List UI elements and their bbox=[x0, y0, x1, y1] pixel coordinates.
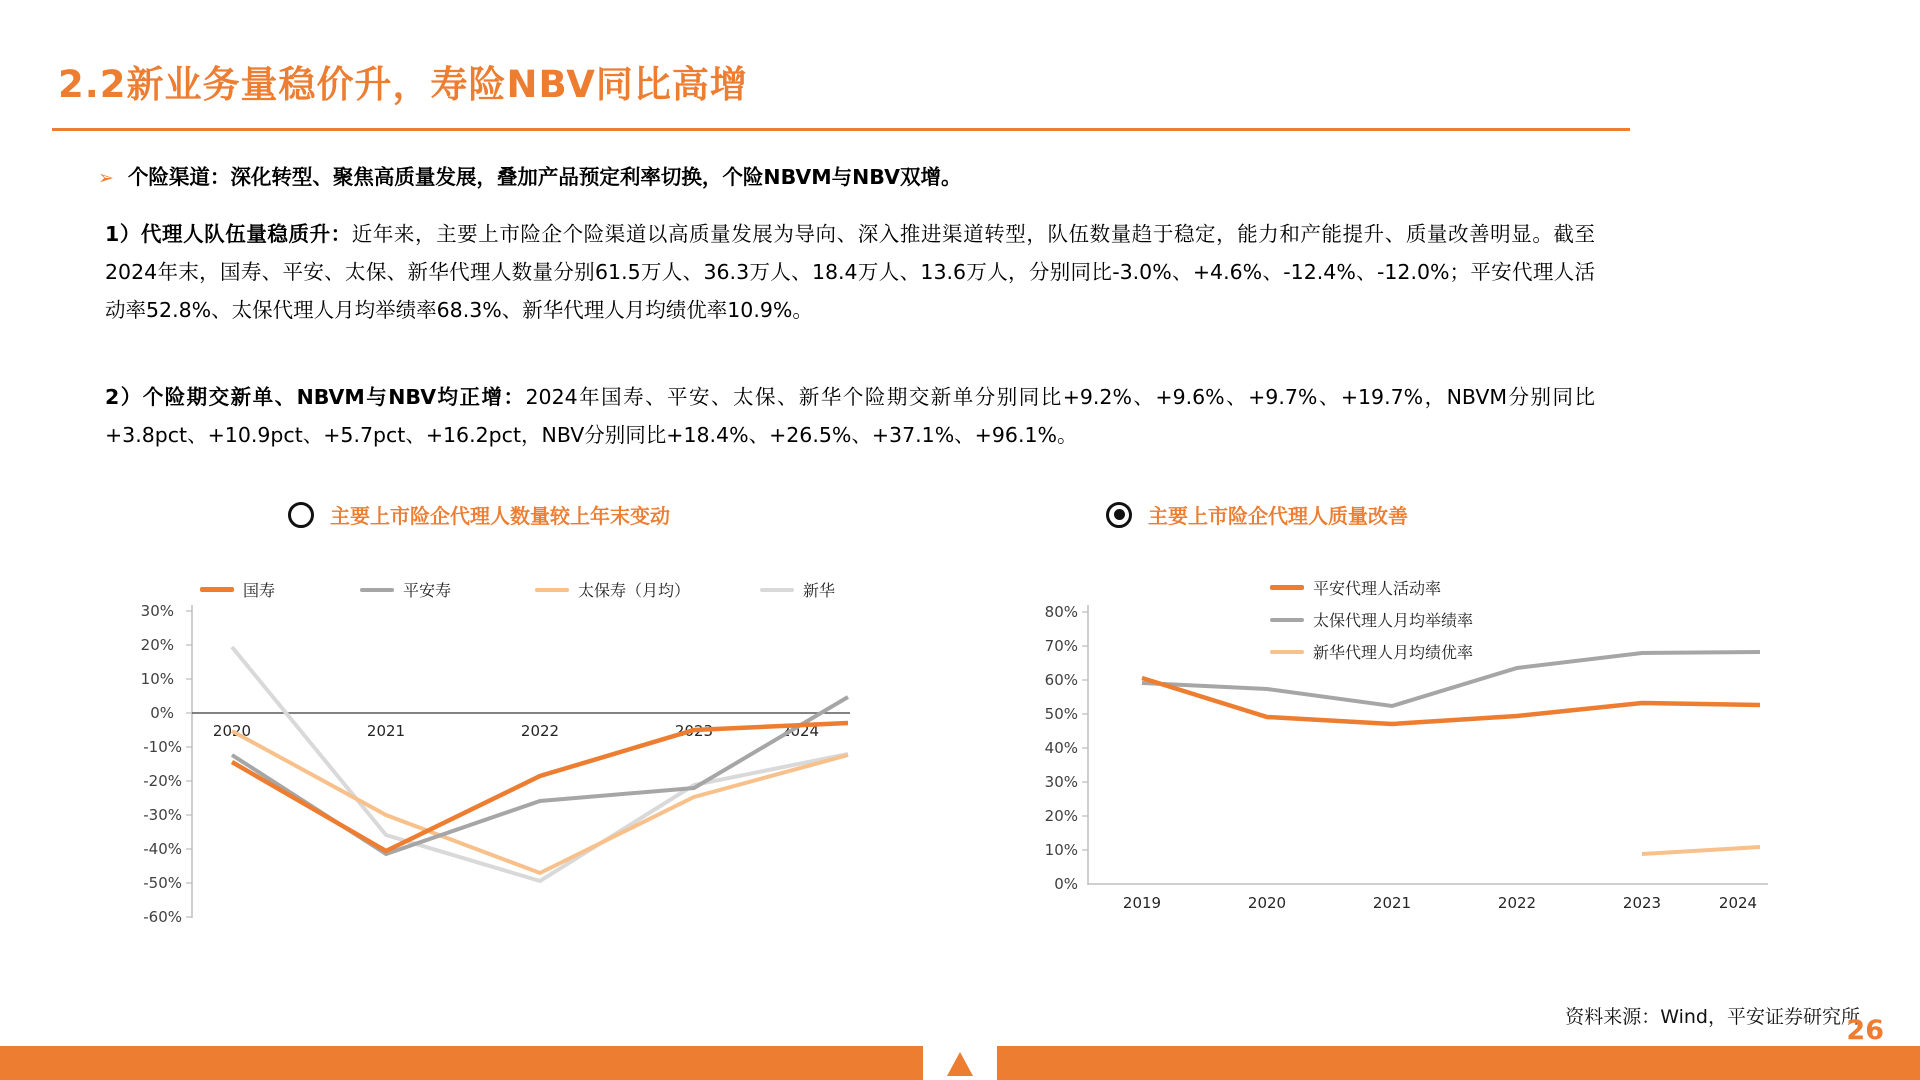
footer-logo bbox=[923, 1034, 997, 1080]
svg-text:2023: 2023 bbox=[1622, 894, 1662, 912]
svg-text:-30%: -30% bbox=[143, 806, 182, 824]
svg-text:50%: 50% bbox=[1044, 705, 1078, 723]
legend-label: 新华代理人月均绩优率 bbox=[1313, 643, 1474, 662]
title-divider bbox=[52, 128, 1630, 131]
svg-text:-40%: -40% bbox=[143, 840, 182, 858]
paragraph-1-lead: 1）代理人队伍量稳质升： bbox=[105, 222, 352, 246]
legend-label: 国寿 bbox=[243, 581, 276, 600]
legend-item-pingan-activity bbox=[1270, 576, 1473, 599]
legend-swatch-icon bbox=[760, 588, 794, 592]
legend-item-guoshou bbox=[200, 578, 360, 601]
legend-label: 太保代理人月均举绩率 bbox=[1313, 611, 1474, 630]
key-bullet bbox=[98, 160, 1598, 190]
svg-text:2021: 2021 bbox=[366, 722, 406, 740]
svg-text:0%: 0% bbox=[1054, 875, 1078, 893]
legend-swatch-icon bbox=[1270, 585, 1304, 590]
legend-swatch-icon bbox=[200, 587, 234, 592]
svg-text:-10%: -10% bbox=[143, 738, 182, 756]
svg-text:10%: 10% bbox=[140, 670, 174, 688]
paragraph-1 bbox=[105, 215, 1595, 329]
page-title: 2.2新业务量稳价升，寿险NBV同比高增 bbox=[58, 63, 748, 106]
svg-text:-60%: -60% bbox=[143, 908, 182, 926]
left-chart-header bbox=[288, 500, 670, 529]
svg-text:2020: 2020 bbox=[1247, 894, 1287, 912]
legend-label: 太保寿（月均） bbox=[578, 581, 691, 600]
right-chart-title: 主要上市险企代理人质量改善 bbox=[1148, 504, 1408, 528]
right-chart-header bbox=[1106, 500, 1408, 529]
left-chart-svg bbox=[120, 605, 910, 965]
svg-text:80%: 80% bbox=[1044, 605, 1078, 621]
left-chart-title: 主要上市险企代理人数量较上年末变动 bbox=[330, 504, 670, 528]
bullet-marker-icon: ➢ bbox=[98, 167, 114, 189]
svg-text:30%: 30% bbox=[140, 605, 174, 620]
legend-item-xinhua bbox=[760, 578, 835, 601]
legend-label: 新华 bbox=[803, 581, 836, 600]
legend-swatch-icon bbox=[360, 588, 394, 592]
legend-item-taibao bbox=[535, 578, 760, 601]
svg-text:2020: 2020 bbox=[212, 722, 252, 740]
legend-swatch-icon bbox=[535, 588, 569, 592]
page-number: 26 bbox=[1846, 1015, 1884, 1046]
svg-text:20%: 20% bbox=[140, 636, 174, 654]
svg-text:40%: 40% bbox=[1044, 739, 1078, 757]
svg-text:2019: 2019 bbox=[1122, 894, 1162, 912]
source-note: 资料来源：Wind，平安证券研究所 bbox=[1565, 1006, 1860, 1028]
svg-text:60%: 60% bbox=[1044, 671, 1078, 689]
circle-filled-icon bbox=[1106, 502, 1132, 528]
left-line-chart bbox=[120, 605, 910, 965]
svg-text:-20%: -20% bbox=[143, 772, 182, 790]
svg-text:10%: 10% bbox=[1044, 841, 1078, 859]
paragraph-2-lead: 2）个险期交新单、NBVM与NBV均正增： bbox=[105, 385, 526, 409]
left-chart-legend bbox=[200, 578, 900, 601]
svg-text:2022: 2022 bbox=[1497, 894, 1537, 912]
triangle-logo-icon bbox=[947, 1052, 973, 1076]
paragraph-1-body: 近年来，主要上市险企个险渠道以高质量发展为导向、深入推进渠道转型，队伍数量趋于稳定，能力和产能提升、质量改善明显。截至2024年末，国寿、平安、太保、新华代理人数量分别61.5万人、36.3万人、18.4万人、13.6万人，分别同比-3.0%、+4.6%、-12.4%、-12.0%；平安代理人活动率52.8%、太保代理人月均举绩率68.3%、新华代理人月均绩优率10.9%。 bbox=[105, 222, 1595, 322]
svg-text:2024: 2024 bbox=[780, 722, 820, 740]
svg-text:20%: 20% bbox=[1044, 807, 1078, 825]
circle-outline-icon bbox=[288, 502, 314, 528]
key-bullet-text: 个险渠道：深化转型、聚焦高质量发展，叠加产品预定利率切换，个险NBVM与NBV双增。 bbox=[127, 165, 962, 189]
legend-label: 平安寿 bbox=[403, 581, 452, 600]
svg-text:2024: 2024 bbox=[1718, 894, 1758, 912]
right-line-chart bbox=[1020, 605, 1820, 975]
svg-text:70%: 70% bbox=[1044, 637, 1078, 655]
svg-text:0%: 0% bbox=[150, 704, 174, 722]
paragraph-2 bbox=[105, 378, 1595, 454]
svg-text:2022: 2022 bbox=[520, 722, 560, 740]
legend-item-pingan bbox=[360, 578, 535, 601]
right-chart-svg bbox=[1020, 605, 1820, 975]
svg-text:-50%: -50% bbox=[143, 874, 182, 892]
svg-text:2021: 2021 bbox=[1372, 894, 1412, 912]
svg-text:30%: 30% bbox=[1044, 773, 1078, 791]
paragraph-2-body: 2024年国寿、平安、太保、新华个险期交新单分别同比+9.2%、+9.6%、+9.7%、+19.7%，NBVM分别同比+3.8pct、+10.9pct、+5.7pct、+16.2pct，NBV分别同比+18.4%、+26.5%、+37.1%、+96.1%。 bbox=[105, 385, 1595, 447]
svg-text:2023: 2023 bbox=[674, 722, 714, 740]
legend-label: 平安代理人活动率 bbox=[1313, 579, 1442, 598]
